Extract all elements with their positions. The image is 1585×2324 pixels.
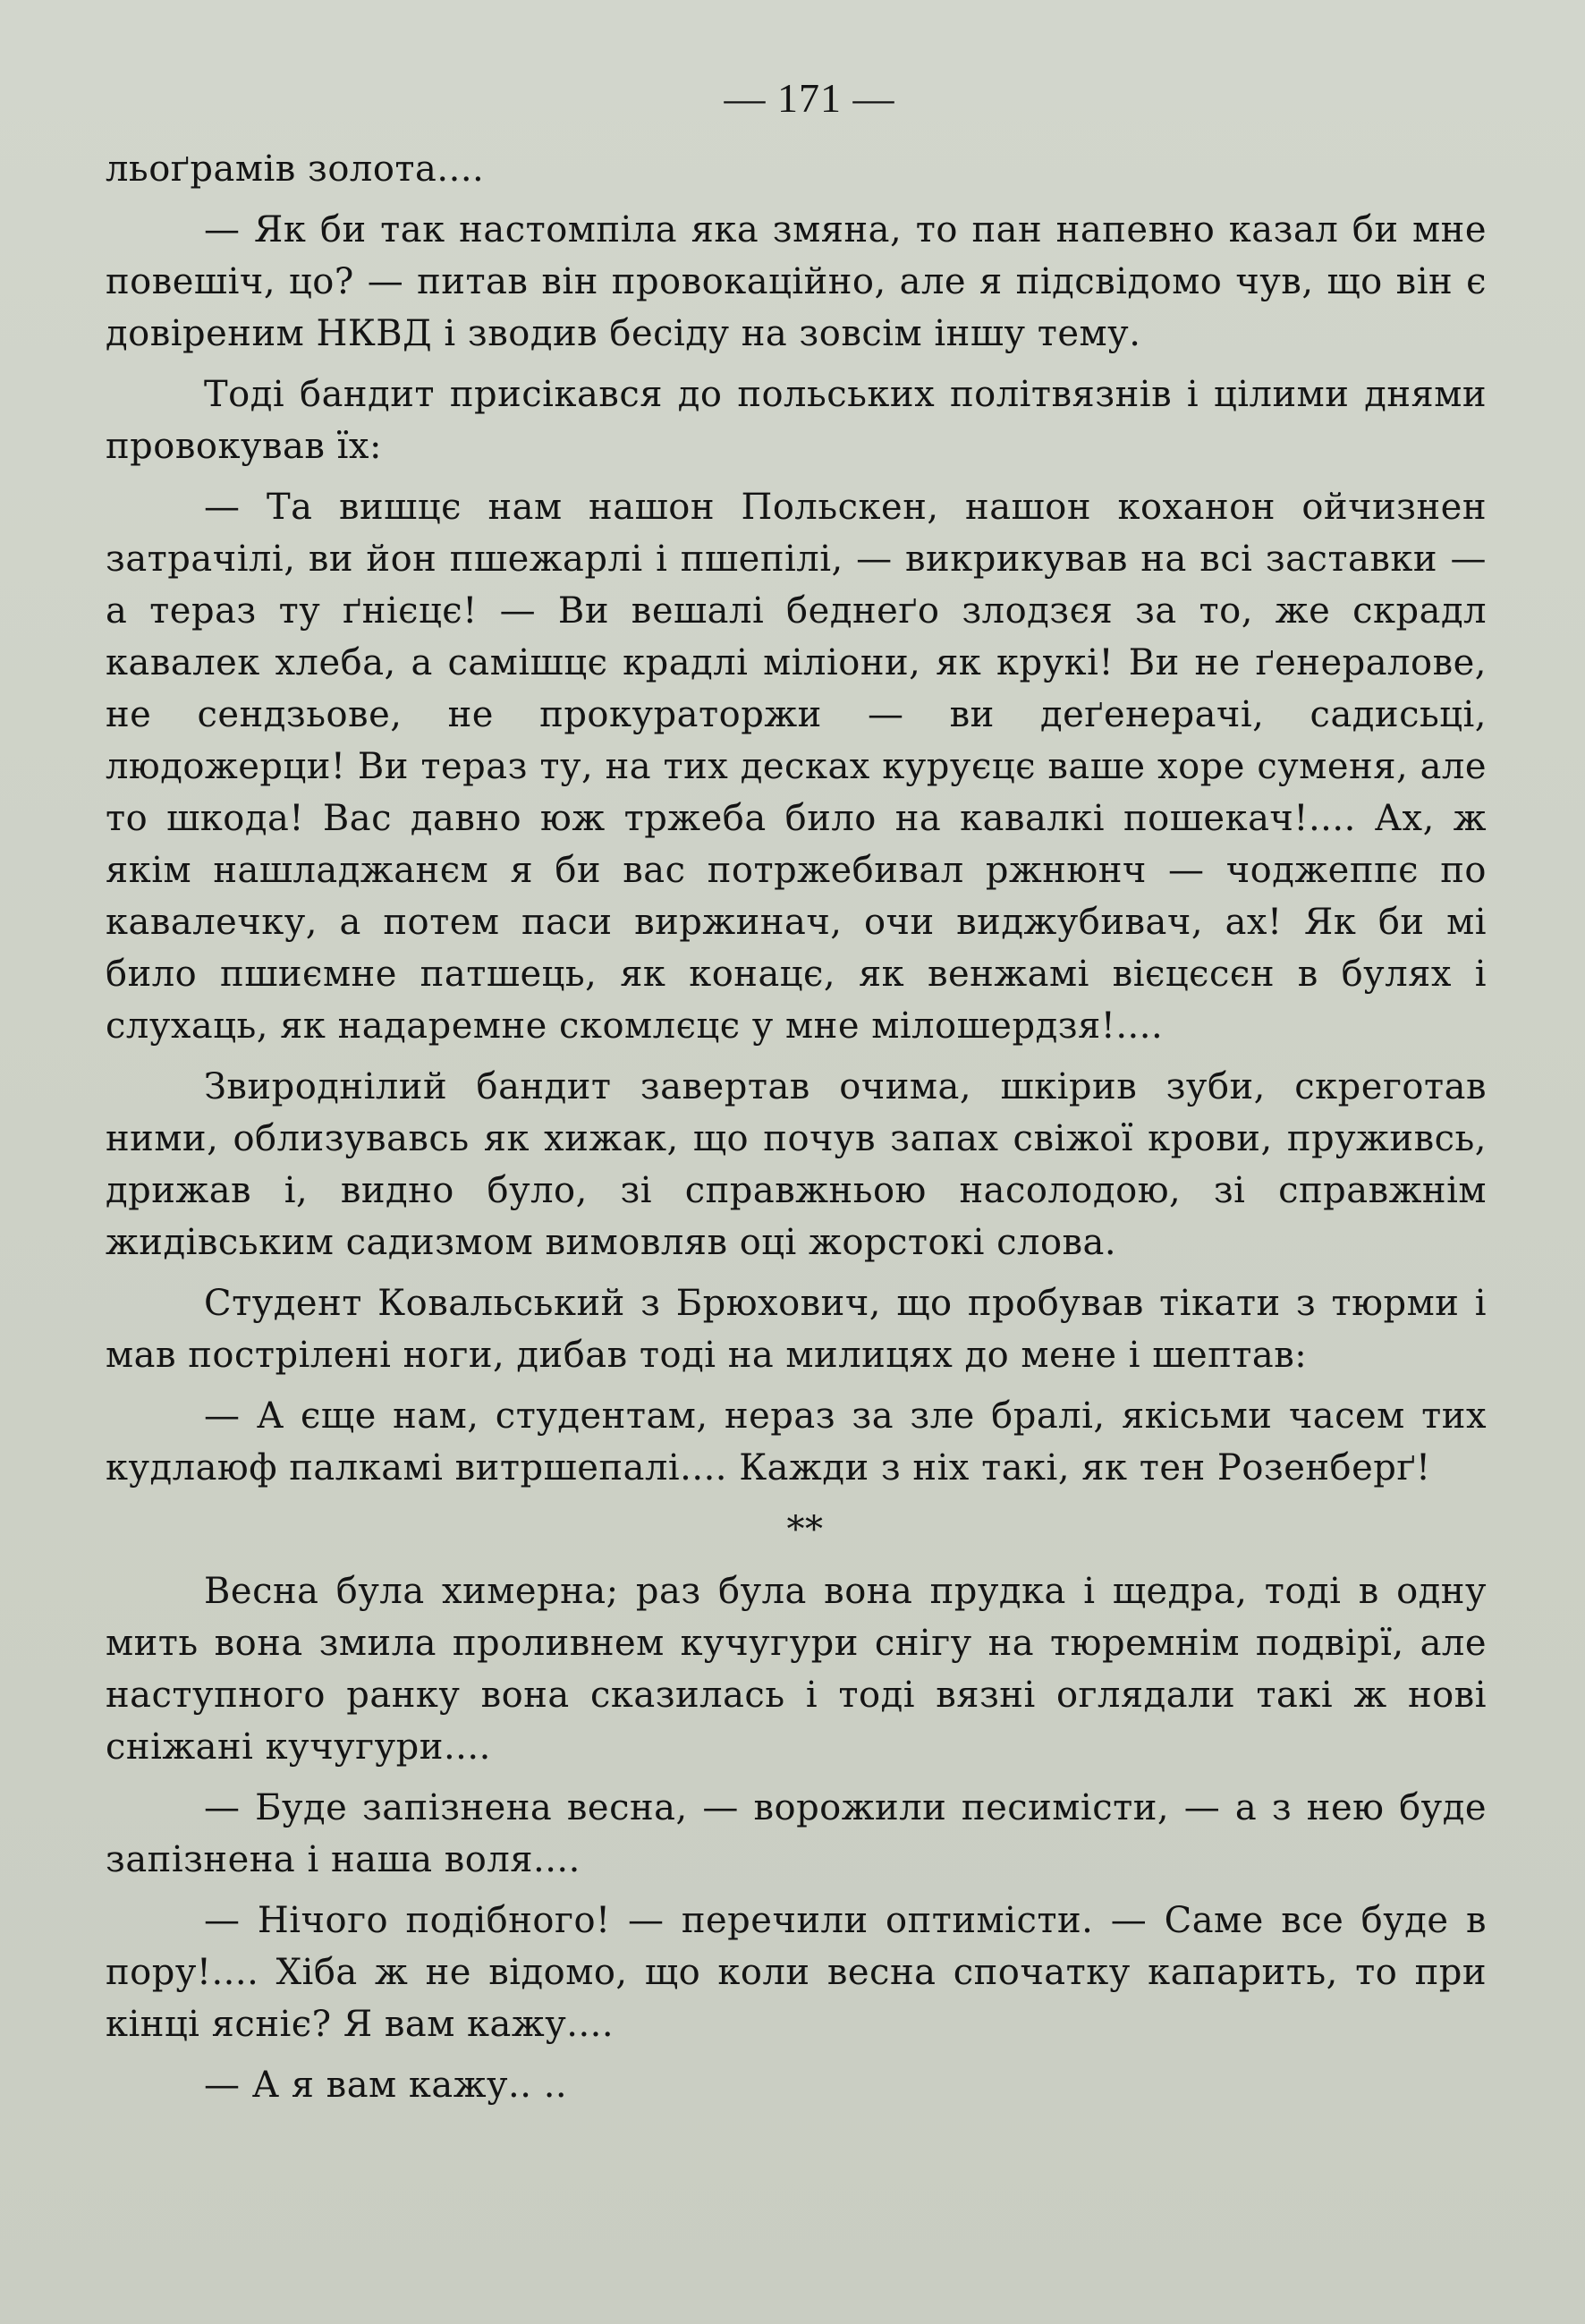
paragraph-continuation: льоґрамів золота....: [106, 148, 485, 190]
paragraph-narration-4: Весна була химерна; раз була вона прудка і щедра, тоді в одну мить вона змила проливнем кучугури снігу на тюремнім подвірї, але наступного ранку вона сказилась і тоді вязні оглядали такі ж нові сніжані кучугури....: [106, 1571, 1487, 1768]
paragraph-narration-3: Студент Ковальський з Брюхович, що пробував тікати з тюрми і мав пострілені ноги, дибав тоді на милицях до мене і шептав:: [106, 1283, 1487, 1376]
asterism: **: [786, 1509, 824, 1550]
paragraph-dialogue-4: — Буде запізнена весна, — ворожили песимісти, — а з нею буде запізнена і наша воля....: [106, 1787, 1487, 1880]
paragraph-narration-2: Звироднілий бандит завертав очима, шкірив зуби, скреготав ними, облизувавсь як хижак, що почув запах свіжої крови, пруживсь, дрижав і, видно було, зі справжньою насолодою, зі справжнім жидівським садизмом вимовляв оці жорстокі слова.: [106, 1066, 1487, 1263]
paragraph-narration-1: Тоді бандит присікався до польських політвязнів і цілими днями провокував їх:: [106, 374, 1487, 467]
section-separator: [106, 1503, 1487, 1560]
paragraph-dialogue-3: — А єще нам, студентам, нераз за зле бралі, якісьми часем тих кудлаюф палкамі витршепалі.... Кажди з ніх такі, як тен Розенберґ!: [106, 1395, 1487, 1489]
paragraph-dialogue-5: — Нічого подібного! — перечили оптимісти. — Саме все буде в пору!.... Хіба ж не відомо, що коли весна спочатку капарить, то при кінці яснiє? Я вам кажу....: [106, 1900, 1487, 2045]
page-number: — 171 —: [724, 75, 895, 121]
paragraph-dialogue-2: — Та вишцє нам нашон Польскен, нашон коханон ойчизнен затрачілі, ви йон пшежарлі і пшепілі, — викрикував на всі заставки — а тераз ту ґнієцє! — Ви вешалі беднеґо злодзєя за то, же скрадл кавалек хлеба, а самішцє крадлі міліони, як крукі! Ви не ґенералове, не сендзьове, не прокураторжи — ви деґенерачі, садисьці, людожерци! Ви тераз ту, на тих десках куруєцє ваше хоре суменя, але то шкода! Вас давно юж тржеба било на кавалкі пошекач!.... Ах, ж якім нашладжанєм я би вас потржебивал ржнюнч — чоджеппє по кавалечку, а потем паси виржинач, очи виджубивач, ах! Як би мі било пшиємне патшець, як конацє, як венжамі вієцєсєн в булях і слухаць, як надаремне скомлєцє у мне мілошердзя!....: [106, 487, 1487, 1047]
paragraph-dialogue-1: — Як би так настомпіла яка змяна, то пан напевно казал би мне повешіч, цо? — питав він провокаційно, але я підсвідомо чув, що він є довіреним НКВД і зводив бесіду на зовсім іншу тему.: [106, 209, 1487, 354]
text-body: [106, 143, 1487, 2111]
paragraph-dialogue-6: — А я вам кажу.. ..: [204, 2065, 568, 2106]
